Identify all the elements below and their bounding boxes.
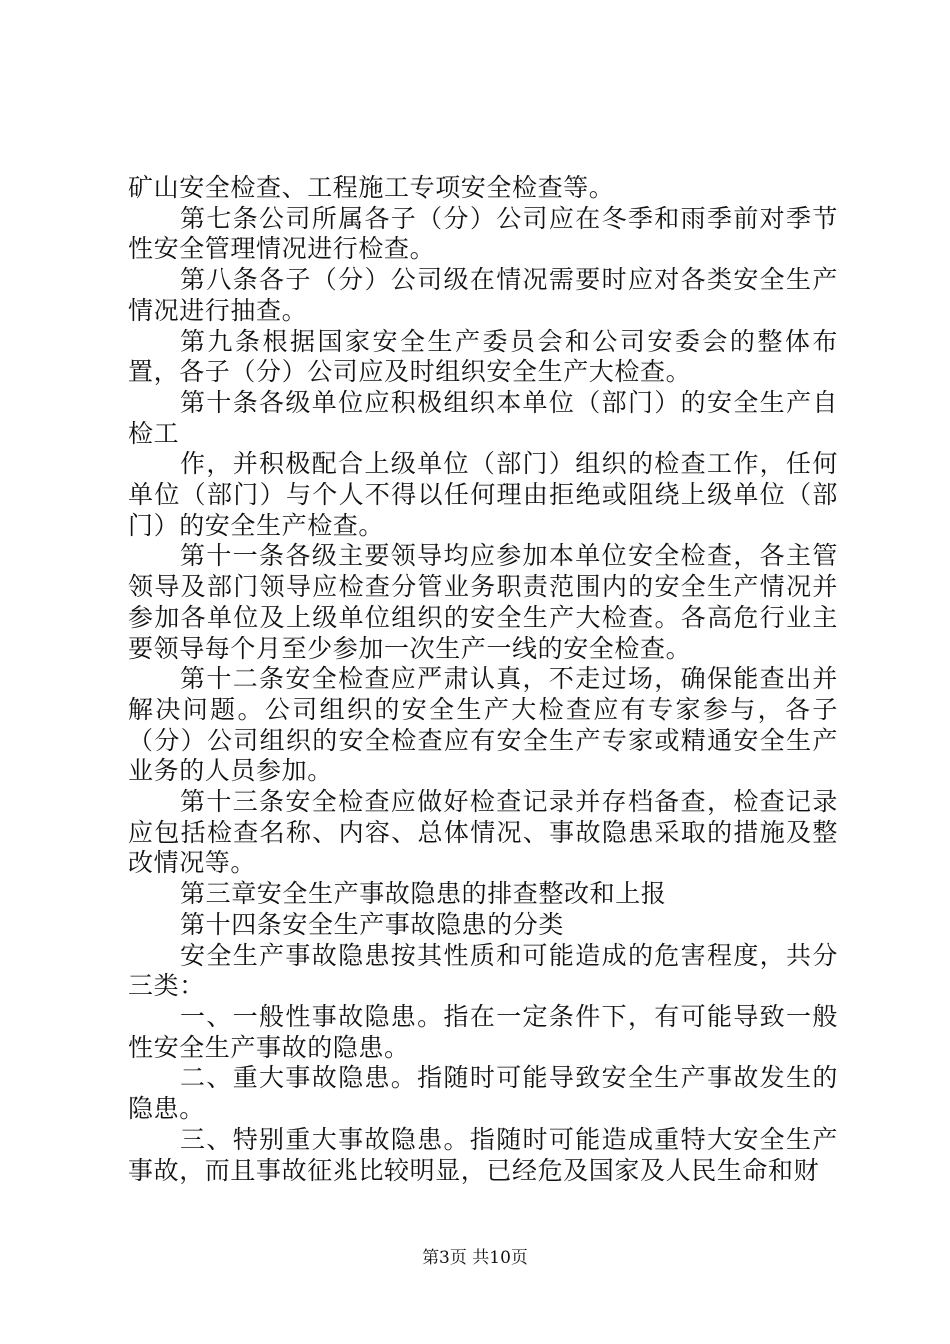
paragraph: 矿山安全检查、工程施工专项安全检查等。 — [128, 173, 615, 202]
paragraph: 第十一条各级主要领导均应参加本单位安全检查，各主管领导及部门领导应检查分管业务职责范围内的安全生产情况并参加各单位及上级单位组织的安全生产大检查。各高危行业主要领导每个月至少参加一次生产一线的安全检查。 — [128, 541, 838, 663]
list-item: 三、特别重大事故隐患。指随时可能造成重特大安全生产事故，而且事故征兆比较明显，已经危及国家及人民生命和财 — [128, 1124, 838, 1185]
list-item: 二、重大事故隐患。指随时可能导致安全生产事故发生的隐患。 — [128, 1063, 838, 1124]
article-heading: 第十四条安全生产事故隐患的分类 — [180, 909, 565, 939]
page-number-footer: 第3页 共10页 — [422, 1248, 528, 1268]
document-body — [128, 173, 838, 1186]
paragraph: 第九条根据国家安全生产委员会和公司安委会的整体布置，各子（分）公司应及时组织安全生产大检查。 — [128, 326, 838, 387]
paragraph: 安全生产事故隐患按其性质和可能造成的危害程度，共分三类： — [128, 940, 838, 1001]
paragraph: 第八条各子（分）公司级在情况需要时应对各类安全生产情况进行抽查。 — [128, 265, 838, 325]
list-item: 一、一般性事故隐患。指在一定条件下，有可能导致一般性安全生产事故的隐患。 — [128, 1001, 838, 1062]
paragraph: 作，并积极配合上级单位（部门）组织的检查工作，任何单位（部门）与个人不得以任何理由拒绝或阻绕上级单位（部门）的安全生产检查。 — [128, 449, 838, 540]
paragraph: 第十三条安全检查应做好检查记录并存档备查，检查记录应包括检查名称、内容、总体情况、事故隐患采取的措施及整改情况等。 — [128, 787, 838, 878]
paragraph: 第十二条安全检查应严肃认真，不走过场，确保能查出并解决问题。公司组织的安全生产大检查应有专家参与，各子（分）公司组织的安全检查应有安全生产专家或精通安全生产业务的人员参加。 — [128, 664, 838, 786]
paragraph: 第十条各级单位应积极组织本单位（部门）的安全生产自检工 — [128, 387, 838, 448]
paragraph: 第七条公司所属各子（分）公司应在冬季和雨季前对季节性安全管理情况进行检查。 — [128, 203, 838, 264]
chapter-heading: 第三章安全生产事故隐患的排查整改和上报 — [180, 879, 667, 909]
